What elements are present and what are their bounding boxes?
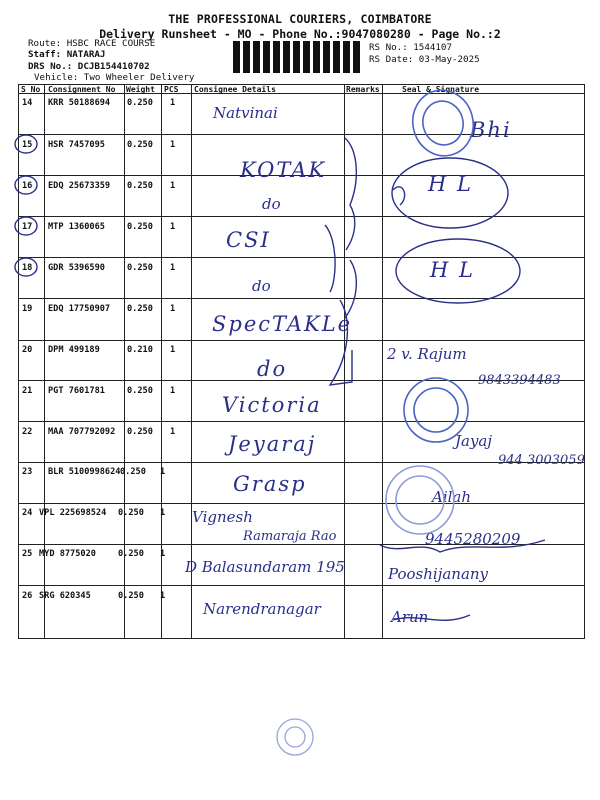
row-consignment: GDR 5396590 [48,263,105,273]
handwritten-consignee: D Balasundaram 195 [185,558,345,576]
drs-number: DRS No.: DCJB154410702 [28,61,150,72]
row-sno: 16 [22,181,33,191]
row-weight: 0.250 [127,140,153,150]
runsheet-title: Delivery Runsheet - MO - Phone No.:9047080280 - Page No.:2 [99,27,501,41]
row-sno: 14 [22,98,33,108]
handwritten-signature: Arun [391,608,429,626]
col-consignee: Consignee Details [194,85,276,94]
row-consignment: EDQ 17750907 [48,304,111,314]
row-pcs: 1 [160,508,166,518]
row-weight: 0.210 [127,345,153,355]
col-pcs: PCS [164,85,179,94]
handwritten-signature: Bhi [470,118,512,142]
handwritten-consignee: Vignesh [192,508,253,526]
staff-label: Staff: NATARAJ [28,49,106,60]
row-pcs: 1 [170,181,176,191]
row-pcs: 1 [170,304,176,314]
row-pcs: 1 [170,140,176,150]
row-sno: 18 [22,263,33,273]
handwritten-signature: Pooshijanany [388,565,489,583]
row-weight: 0.250 [127,427,153,437]
row-weight: 0.250 [127,386,153,396]
col-consignment: Consignment No [48,85,116,94]
row-weight: 0.250 [127,263,153,273]
handwritten-consignee: Victoria [222,393,322,417]
row-sno: 23 [22,467,33,477]
row-pcs: 1 [170,263,176,273]
handwritten-signature: Ailah [432,488,472,506]
col-sno: S No [21,85,41,94]
col-seal-signature: Seal & Signature [402,85,480,94]
row-sno: 24 [22,508,33,518]
handwritten-signature: H L [430,258,475,282]
handwritten-address: Ramaraja Rao [243,529,337,544]
handwritten-consignee: do [257,357,288,381]
row-consignment: HSR 7457095 [48,140,105,150]
row-pcs: 1 [160,591,166,601]
handwritten-consignee: Natvinai [213,104,278,122]
route-label: Route: HSBC RACE COURSE [28,38,156,49]
handwritten-signature: H L [428,172,473,196]
row-consignment: BLR 5100998624 [48,467,121,477]
handwritten-consignee: do [262,195,281,213]
row-pcs: 1 [170,427,176,437]
row-consignment: EDQ 25673359 [48,181,111,191]
barcode [233,41,361,73]
row-pcs: 1 [170,98,176,108]
row-weight: 0.250 [120,467,146,477]
row-consignment: SRG 620345 [39,591,91,601]
handwritten-consignee: SpecTAKLe [212,312,353,336]
vehicle-label: Vehicle: Two Wheeler Delivery [34,72,195,83]
faint-stamp [285,727,305,747]
handwritten-phone: 9843394483 [478,373,561,388]
row-pcs: 1 [170,386,176,396]
row-consignment: KRR 50188694 [48,98,111,108]
row-sno: 22 [22,427,33,437]
row-pcs: 1 [170,345,176,355]
handwritten-consignee: Grasp [233,472,307,496]
handwritten-signature: Jayaj [455,432,493,450]
row-weight: 0.250 [118,508,144,518]
faint-stamp [277,719,313,755]
row-consignment: VPL 225698524 [39,508,107,518]
row-consignment: MYD 8775020 [39,549,96,559]
row-consignment: MTP 1360065 [48,222,105,232]
row-sno: 20 [22,345,33,355]
handwritten-consignee: CSI [226,228,271,252]
handwritten-phone: 944 3003059 [498,453,585,468]
rs-date: RS Date: 03-May-2025 [369,54,480,65]
row-pcs: 1 [160,549,166,559]
row-weight: 0.250 [118,549,144,559]
row-weight: 0.250 [127,98,153,108]
handwritten-consignee: Narendranagar [203,600,321,618]
row-sno: 25 [22,549,33,559]
row-consignment: MAA 707792092 [48,427,116,437]
handwritten-consignee: Jeyaraj [228,432,317,456]
handwritten-consignee: KOTAK [240,158,327,182]
handwritten-phone: 9445280209 [425,530,521,548]
row-pcs: 1 [160,467,166,477]
row-sno: 15 [22,140,33,150]
row-sno: 19 [22,304,33,314]
handwritten-consignee: do [252,277,271,295]
row-consignment: DPM 499189 [48,345,100,355]
col-remarks: Remarks [346,85,380,94]
row-consignment: PGT 7601781 [48,386,105,396]
company-name: THE PROFESSIONAL COURIERS, COIMBATORE [168,12,432,26]
row-weight: 0.250 [118,591,144,601]
row-sno: 26 [22,591,33,601]
row-weight: 0.250 [127,222,153,232]
row-sno: 21 [22,386,33,396]
row-sno: 17 [22,222,33,232]
col-weight: Weight [126,85,155,94]
handwritten-signature: 2 v. Rajum [387,345,467,363]
row-pcs: 1 [170,222,176,232]
rs-number: RS No.: 1544107 [369,42,452,53]
row-weight: 0.250 [127,181,153,191]
row-weight: 0.250 [127,304,153,314]
